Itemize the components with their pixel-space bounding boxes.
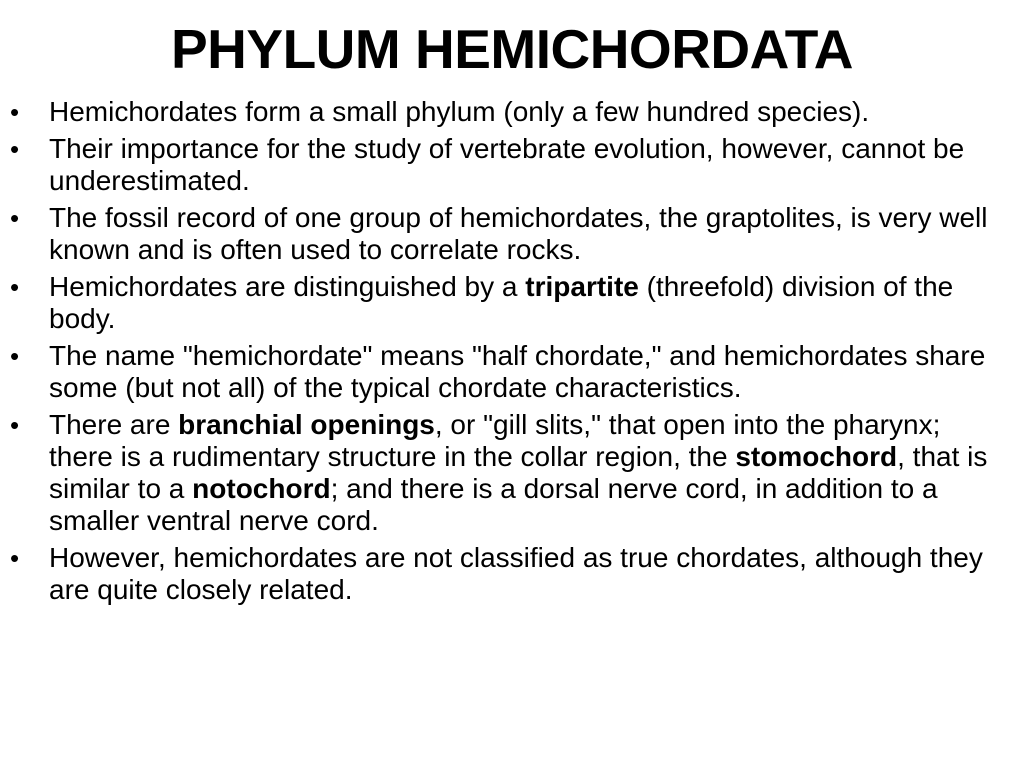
text-segment: The name "hemichordate" means "half chordate," and hemichordates share some (but not all) of the typical chordate characteristics. (49, 340, 986, 403)
bold-term: tripartite (525, 271, 639, 302)
text-segment: , that is similar to a (49, 441, 988, 504)
bullet-text (49, 409, 987, 536)
text-segment: , or "gill slits," that open into the pharynx; there is a rudimentary structure in the collar region, the (49, 409, 941, 472)
bullet-text (49, 133, 964, 196)
bullet-item (0, 133, 1024, 197)
text-segment: Hemichordates are distinguished by a (49, 271, 526, 302)
bullet-dot: • (10, 410, 20, 440)
text-segment: ; and there is a dorsal nerve cord, in addition to a smaller ventral nerve cord. (49, 473, 938, 536)
bold-term: branchial openings (178, 409, 435, 440)
bullet-item (0, 409, 1024, 537)
bullet-text (49, 340, 985, 403)
bullet-item (0, 271, 1024, 335)
bullet-text (49, 96, 869, 127)
text-segment: The fossil record of one group of hemichordates, the graptolites, is very well known and is often used to correlate rocks. (49, 202, 988, 265)
text-segment: Hemichordates form a small phylum (only a few hundred species). (49, 96, 870, 127)
bold-term: stomochord (735, 441, 898, 472)
text-segment: (threefold) division of the body. (49, 271, 954, 334)
bullet-dot: • (10, 97, 20, 127)
bullet-list (0, 96, 1024, 611)
bullet-item (0, 340, 1024, 404)
bullet-text (49, 202, 987, 265)
bullet-dot: • (10, 543, 20, 573)
bullet-item (0, 542, 1024, 606)
bullet-text (49, 542, 983, 605)
bullet-dot: • (10, 134, 20, 164)
bold-term: notochord (192, 473, 331, 504)
slide-title: PHYLUM HEMICHORDATA (170, 18, 854, 80)
bullet-dot: • (10, 203, 20, 233)
bullet-item (0, 96, 1024, 128)
bullet-dot: • (10, 272, 20, 302)
text-segment: Their importance for the study of vertebrate evolution, however, cannot be underestimated. (49, 133, 965, 196)
bullet-item (0, 202, 1024, 266)
bullet-dot: • (10, 341, 20, 371)
text-segment: However, hemichordates are not classified as true chordates, although they are quite closely related. (49, 542, 983, 605)
text-segment: There are (49, 409, 179, 440)
bullet-text (49, 271, 953, 334)
